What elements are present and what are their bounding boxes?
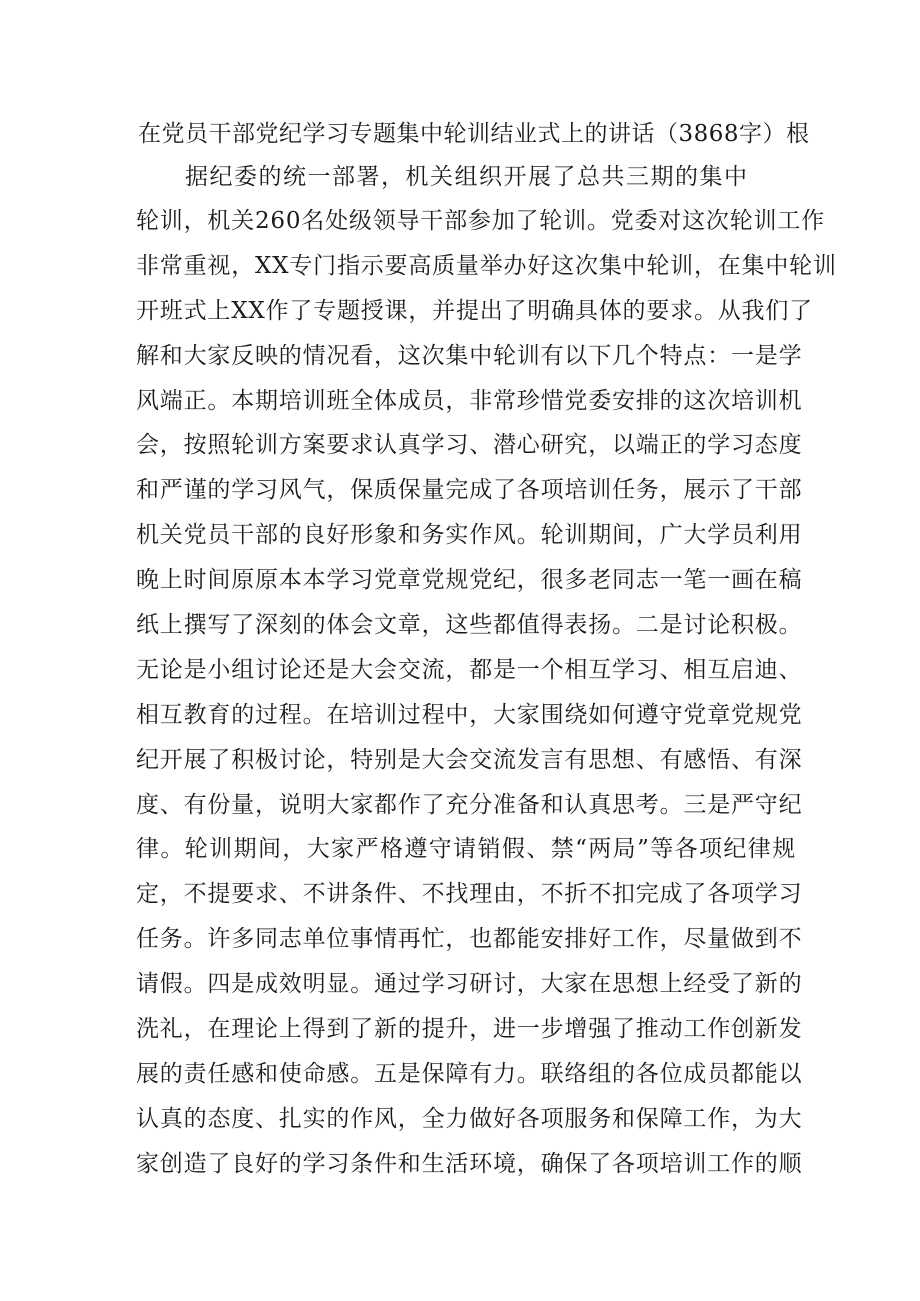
paragraph-line: 度、有份量，说明大家都作了充分准备和认真思考。三是严守纪 (136, 791, 803, 818)
paragraph-line: 晚上时间原原本本学习党章党规党纪，很多老同志一笔一画在稿 (136, 567, 803, 594)
paragraph-body (136, 199, 837, 1187)
paragraph-line: 无论是小组讨论还是大会交流，都是一个相互学习、相互启迪、 (136, 656, 803, 683)
paragraph-line: 解和大家反映的情况看，这次集中轮训有以下几个特点：一是学 (136, 342, 803, 369)
paragraph-line: 任务。许多同志单位事情再忙，也都能安排好工作，尽量做到不 (136, 926, 803, 953)
paragraph-line: 定，不提要求、不讲条件、不找理由，不折不扣完成了各项学习 (136, 881, 803, 908)
paragraph-line: 相互教育的过程。在培训过程中，大家围绕如何遵守党章党规党 (136, 701, 803, 728)
paragraph-line: 非常重视，XX专门指示要高质量举办好这次集中轮训，在集中轮训 (136, 252, 837, 279)
paragraph-line: 开班式上XX作了专题授课，并提出了明确具体的要求。从我们了 (136, 297, 813, 324)
paragraph-line: 纪开展了积极讨论，特别是大会交流发言有思想、有感悟、有深 (136, 746, 803, 773)
paragraph-line: 轮训，机关260名处级领导干部参加了轮训。党委对这次轮训工作 (136, 208, 825, 234)
paragraph-line: 家创造了良好的学习条件和生活环境，确保了各项培训工作的顺 (136, 1150, 803, 1177)
document-title-line: 在党员干部党纪学习专题集中轮训结业式上的讲话（3868字）根 (138, 121, 810, 147)
paragraph-line: 和严谨的学习风气，保质保量完成了各项培训任务，展示了干部 (136, 477, 803, 504)
paragraph-line: 洗礼，在理论上得到了新的提升，进一步增强了推动工作创新发 (136, 1016, 803, 1043)
paragraph-line: 展的责任感和使命感。五是保障有力。联络组的各位成员都能以 (136, 1060, 803, 1087)
paragraph-line: 风端正。本期培训班全体成员，非常珍惜党委安排的这次培训机 (136, 387, 803, 414)
paragraph-line: 会，按照轮训方案要求认真学习、潜心研究，以端正的学习态度 (136, 432, 803, 459)
paragraph-line: 请假。四是成效明显。通过学习研讨，大家在思想上经受了新的 (136, 971, 803, 998)
paragraph-line: 认真的态度、扎实的作风，全力做好各项服务和保障工作，为大 (136, 1105, 803, 1132)
paragraph-line: 律。轮训期间，大家严格遵守请销假、禁“两局”等各项纪律规 (136, 836, 796, 863)
paragraph-first-line: 据纪委的统一部署，机关组织开展了总共三期的集中 (185, 164, 749, 190)
paragraph-line: 机关党员干部的良好形象和务实作风。轮训期间，广大学员利用 (136, 522, 803, 549)
paragraph-line: 纸上撰写了深刻的体会文章，这些都值得表扬。二是讨论积极。 (136, 612, 803, 639)
